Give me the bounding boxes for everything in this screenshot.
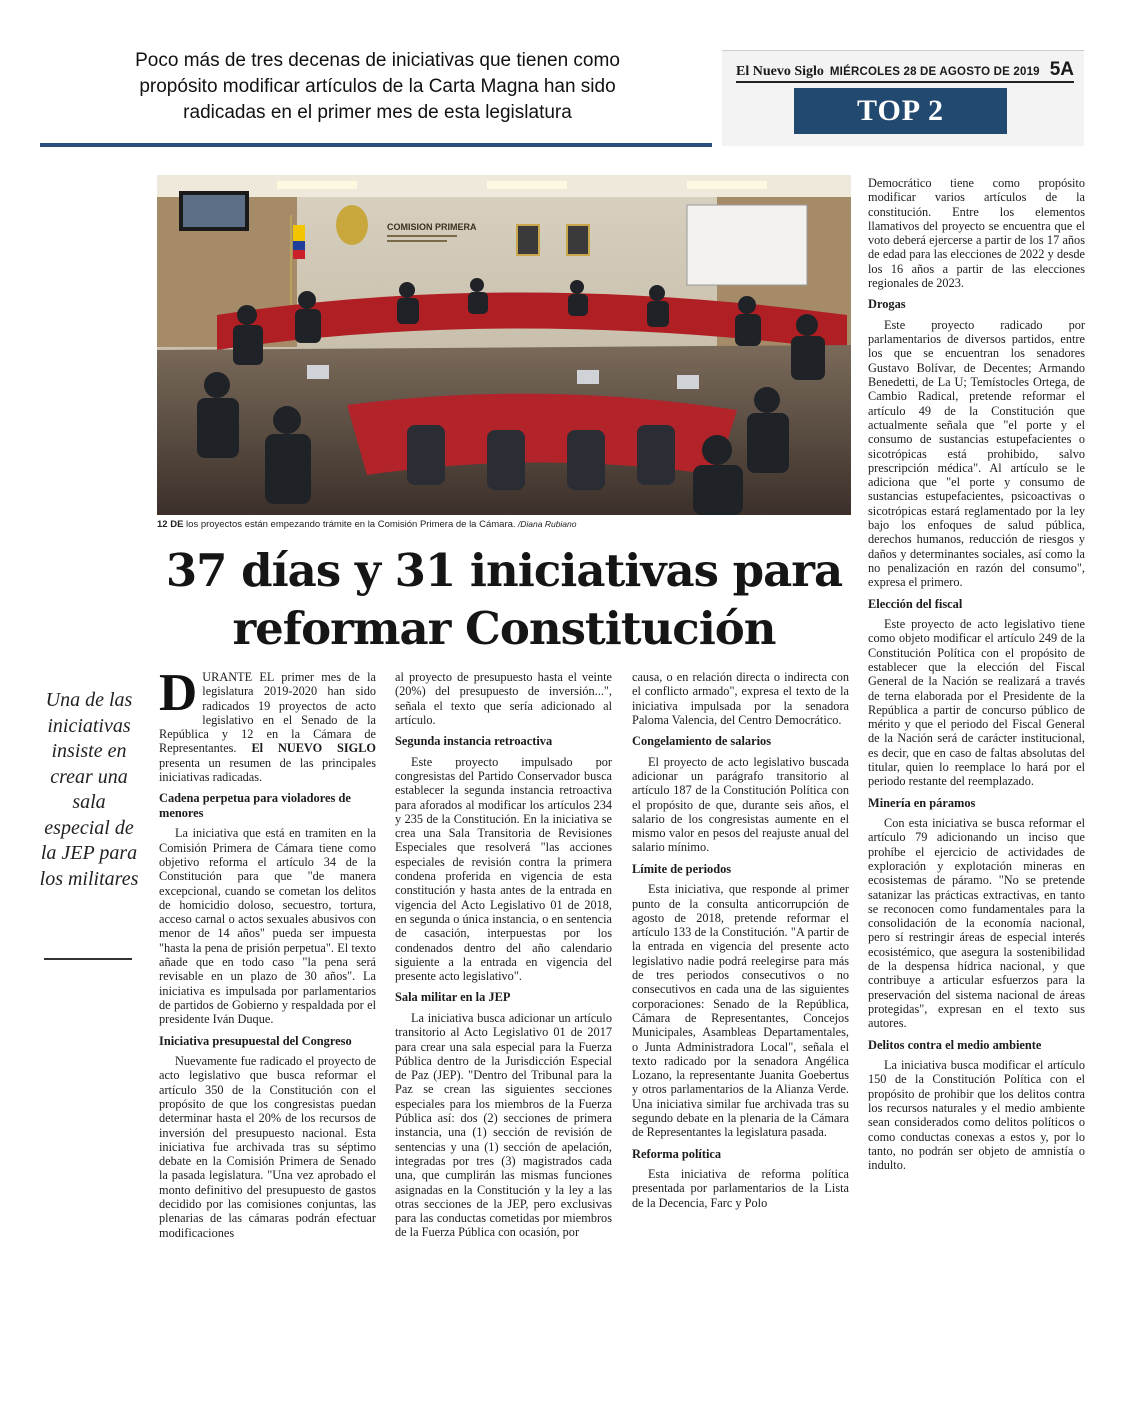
pull-quote: Una de las iniciativas insiste en crear una sala especial de la JEP para los militares: [39, 689, 139, 890]
lead-paragraph: [159, 664, 376, 785]
lead-paper-name: El NUEVO SIGLO: [251, 741, 376, 756]
drop-cap: D: [159, 664, 198, 722]
column-2: [395, 670, 612, 1240]
caption-lead: 12 DE: [157, 519, 184, 530]
header-rule: [40, 143, 712, 147]
column-1: [159, 664, 376, 1240]
subhead-delitos-medio-ambiente: Delitos contra el medio ambiente: [868, 1037, 1042, 1052]
photo-credit: /Diana Rubiano: [515, 519, 577, 529]
caption-text: los proyectos están empezando trámite en la Comisión Primera de la Cámara.: [183, 519, 516, 530]
paragraph: Con esta iniciativa se busca reformar el artículo 79 adicionando un inciso que prohíbe el ejercicio de actividades de exploración y explotación mineras en ecosistemas de páramo. "No se pretende satanizar las prácticas extractivas, en tanto se reconocen como fundamentales para la consolidación de la economía nacional, pero sí restringir áreas de especial interés ecosistémico, que asegura la sostenibilidad de la despensa hídrica nacional, y que contribuye a articular esfuerzos para la preservación del sistema nacional de áreas protegidas", expresan en el texto sus autores.: [868, 816, 1085, 1031]
subhead-eleccion-fiscal: Elección del fiscal: [868, 596, 963, 611]
wall-sign: COMISION PRIMERA: [387, 222, 477, 232]
committee-room-photo: [157, 175, 851, 515]
lead-text: URANTE EL primer mes de la legislatura 2019-2020 han sido radicados 19 proyectos de acto legislativo en el Senado de la República y 12 en la Cámara de Representantes.: [159, 670, 376, 756]
column-4: [868, 176, 1085, 1172]
paragraph: Esta iniciativa de reforma política presentada por parlamentarios de la Lista de la Decencia, Farc y Polo: [632, 1167, 849, 1210]
lead-text-end: presenta un resumen de las principales iniciativas radicadas.: [159, 755, 376, 785]
column-3: [632, 670, 849, 1210]
paragraph: al proyecto de presupuesto hasta el veinte (20%) del presupuesto de inversión...", señala el texto que sería adicionado al artículo.: [395, 670, 612, 727]
issue-date: MIÉRCOLES 28 DE AGOSTO DE 2019: [829, 66, 1040, 78]
paragraph: La iniciativa busca adicionar un artículo transitorio al Acto Legislativo 01 de 2017 para crear una sala especial para la Fuerza Pública dentro de la Jurisdicción Especial de Paz (JEP). "Dentro del Tribunal para la Paz se crean las siguientes secciones especiales para los miembros de la Fuerza Pública así: dos (2) secciones de primera instancia, una (1) sección de revisión de sentencias y una (1) sección de apelación, integradas por tres (3) magistrados cada una, que cumplirán las mismas funciones asignadas en la Constitución y la ley a las otras secciones de la JEP, pero exclusivas para las conductas cometidas por miembros de la Fuerza Pública con ocasión, por: [395, 1010, 612, 1240]
paragraph: La iniciativa busca modificar el artículo 150 de la Constitución Política con el propósito de prohibir que los delitos contra los recursos naturales y el medio ambiente sean considerados como delitos políticos o como conductas conexas a estos y, por lo tanto, no podrán ser objeto de amnistía o indulto.: [868, 1058, 1085, 1173]
paragraph: Este proyecto de acto legislativo tiene como objeto modificar el artículo 249 de la Constitución Política con el propósito de establecer que la elección del Fiscal General de la Nación se realizará a través de terna elaborada por el Presidente de la República a partir de concurso público de mérito y que el periodo del Fiscal General de la Nación será de carácter institucional, es decir, que en caso de faltas absolutas del titular, quien lo reemplace lo hará por el periodo restante del reemplazado.: [868, 617, 1085, 789]
article-subtitle: Poco más de tres decenas de iniciativas que tienen como propósito modificar artículos de la Carta Magna han sido radicadas en el primer mes de esta legislatura: [135, 50, 620, 123]
page-number: 5A: [1049, 59, 1074, 80]
subhead-congelamiento-salarios: Congelamiento de salarios: [632, 734, 772, 749]
paragraph: La iniciativa que está en tramiten en la Comisión Primera de Cámara tiene como objetivo reforma el artículo 34 de la Constitución para que "de manera excepcional, cuando se cometan los delitos de homicidio doloso, secuestro, tortura, acceso carnal o actos sexuales abusivos con menor de 14 años" pueda ser impuesta "hasta la pena de prisión perpetua". El texto añade que en todo caso "la pena será revisable en un plazo de 30 años". La iniciativa es impulsada por parlamentarios de partidos de Gobierno y respaldada por el presidente Iván Duque.: [159, 826, 376, 1027]
paragraph: Nuevamente fue radicado el proyecto de acto legislativo que busca reformar el artículo 350 de la Constitución con el propósito de que los congresistas puedan determinar hasta el 20% de los recursos de inversión del presupuesto nacional. Esta iniciativa fue archivada tras su séptimo debate en la Comisión Primera de Senado la pasada legislatura. "Una vez aprobado el monto definitivo del presupuesto de gastos decidido por las comisiones conjuntas, las plenarias de las cámaras podrán efectuar modificaciones: [159, 1054, 376, 1240]
paragraph: Este proyecto impulsado por congresistas del Partido Conservador busca establecer la segunda instancia retroactiva para aforados al modificar los artículos 234 y 235 de la Constitución. En la iniciativa se crea una Sala Transitoria de Revisiones Especiales que resolverá "las acciones especiales de revisión contra la primera condena proferida en vigencia de esta constitución y hasta antes de la entrada en vigencia del Acto Legislativo 01 de 2018, en segunda o única instancia, o en sentencia de casación, interpuestas por los condenados dentro del año calendario siguiente a la entrada en vigencia del presente acto legislativo".: [395, 754, 612, 984]
masthead-line: [736, 59, 1074, 83]
subhead-mineria-paramos: Minería en páramos: [868, 795, 976, 810]
subhead-reforma-politica: Reforma política: [632, 1146, 722, 1161]
pull-quote-rule: [44, 958, 132, 960]
section-badge: TOP 2: [794, 88, 1007, 134]
headline: 37 días y 31 iniciativas para reformar Constitución: [165, 544, 843, 655]
subhead-segunda-instancia: Segunda instancia retroactiva: [395, 734, 553, 749]
subhead-cadena-perpetua: Cadena perpetua para violadores de menores: [159, 791, 351, 820]
paragraph: Democrático tiene como propósito modificar varios artículos de la constitución. Entre los elementos llamativos del proyecto se encuentra que el voto deberá ejercerse a partir de los 17 años de edad para las elecciones de 2022 y desde los 16 años a partir de las elecciones regionales de 2023.: [868, 176, 1085, 291]
subhead-sala-militar: Sala militar en la JEP: [395, 990, 511, 1005]
article-photo: [157, 175, 851, 515]
photo-caption: [157, 519, 851, 530]
paragraph: Este proyecto radicado por parlamentarios de diversos partidos, entre los que se encuentran los senadores Gustavo Bolívar, de Decentes; Armando Benedetti, de La U; Temístocles Ortega, de Cambio Radical, pretende reformar el artículo 49 de la Constitución que actualmente señala que "el porte y el consumo de sustancias estupefacientes o sicotrópicas está prohibido, salvo prescripción médica". Al artículo se le adiciona que "el porte y consumo de sustancias estupefacientes, psicoactivas o sicotrópicas estará reglamentado por la ley bajo los enfoques de salud pública, derechos humanos, reducción de riesgos y daños y determinantes sociales, así como la no penalización en razón del consumo", expresa el primero.: [868, 317, 1085, 590]
paragraph: causa, o en relación directa o indirecta con el conflicto armado", expresa el texto de la iniciativa impulsada por la senadora Paloma Valencia, del Centro Democrático.: [632, 670, 849, 727]
subhead-limite-periodos: Límite de periodos: [632, 861, 732, 876]
paper-name: El Nuevo Siglo: [736, 64, 824, 79]
paragraph: El proyecto de acto legislativo buscada adicionar un parágrafo transitorio al artículo 187 de la Constitución Política con el propósito de que, durante seis años, el salario de los congresistas aumente en el mismo valor en pesos del reajuste anual del salario mínimo.: [632, 754, 849, 855]
masthead: [722, 50, 1084, 146]
subhead-drogas: Drogas: [868, 297, 906, 312]
paragraph: Esta iniciativa, que responde al primer punto de la consulta anticorrupción de agosto de 2018, pretende reformar el artículo 133 de la Constitución. "A partir de la entrada en vigencia del presente acto legislativo nadie podrá reelegirse para más de tres periodos consecutivos o no consecutivos en cada una de las siguientes corporaciones: Senado de la República, Cámara de Representantes, Concejos Municipales, Asambleas Departamentales, o Junta Administradora Local", señala el texto radicado por la senadora Angélica Lozano, la representante Juanita Goebertus y otros parlamentarios de la Alianza Verde. Una iniciativa similar fue archivada tras su segundo debate en la plenaria de la Cámara de Representantes la legislatura pasada.: [632, 882, 849, 1140]
subhead-iniciativa-presupuestal: Iniciativa presupuestal del Congreso: [159, 1033, 352, 1048]
